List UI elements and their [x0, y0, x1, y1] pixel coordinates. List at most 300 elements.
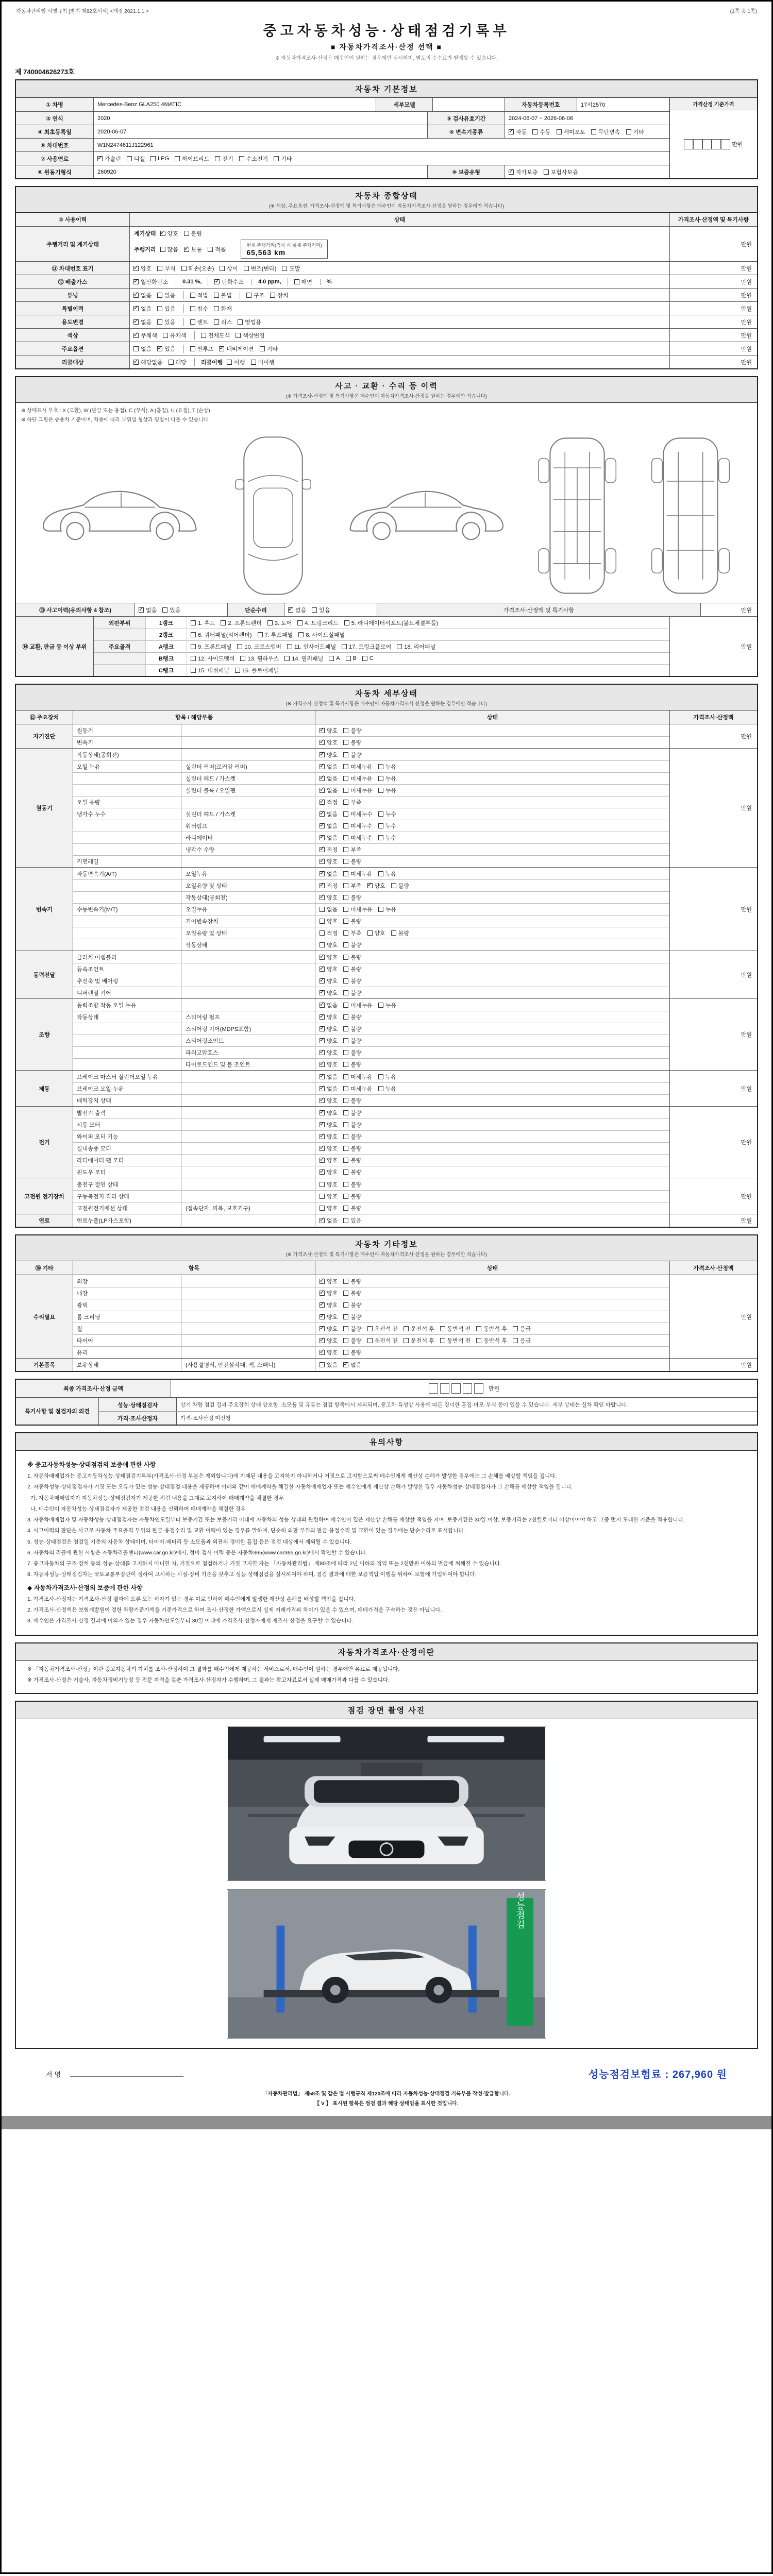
checkbox-option[interactable] — [329, 655, 340, 662]
checkbox-icon — [343, 1062, 348, 1067]
checkbox-option[interactable] — [320, 917, 338, 925]
checkbox-option[interactable] — [251, 358, 275, 366]
price-digit-box[interactable] — [712, 139, 721, 149]
checkbox-option[interactable] — [320, 1216, 338, 1225]
checkbox-option[interactable] — [133, 304, 152, 313]
checkbox-option[interactable] — [133, 318, 152, 326]
checkbox-icon — [190, 293, 195, 298]
price-digit-box[interactable] — [684, 139, 693, 149]
checkbox-option[interactable] — [343, 1156, 361, 1164]
checkbox-option[interactable] — [320, 1001, 338, 1009]
checkbox-label: 미세누수 — [350, 811, 373, 818]
checkbox-option[interactable] — [320, 1325, 338, 1333]
checkbox-option[interactable] — [246, 291, 264, 299]
checkbox-option[interactable] — [320, 774, 338, 783]
device-row — [73, 1190, 669, 1202]
checkbox-option[interactable] — [258, 631, 293, 639]
checkbox-option[interactable] — [320, 1313, 338, 1321]
checkbox-option[interactable] — [237, 642, 281, 651]
checkbox-option[interactable] — [320, 953, 338, 961]
price-digit-box[interactable] — [474, 1383, 483, 1394]
checkbox-option[interactable] — [343, 1192, 361, 1200]
checkbox-option[interactable] — [320, 1144, 338, 1153]
base-price-column — [669, 98, 757, 178]
checkbox-option[interactable] — [367, 929, 385, 937]
checkbox-option[interactable] — [320, 751, 338, 759]
checkbox-icon — [133, 319, 139, 325]
checkbox-option[interactable] — [320, 882, 338, 890]
checkbox-icon — [214, 293, 219, 298]
state-segment — [194, 331, 271, 340]
checkbox-option[interactable] — [320, 1168, 338, 1176]
price-digit-box[interactable] — [451, 1383, 461, 1394]
checkbox-option[interactable] — [157, 291, 175, 299]
checkbox-option[interactable] — [343, 1289, 361, 1297]
checkbox-option[interactable] — [220, 264, 238, 273]
checkbox-label: 없음 — [141, 292, 152, 299]
rank-label: 2랭크 — [145, 629, 187, 640]
checkbox-label: 양호 — [327, 1278, 338, 1285]
checkbox-option[interactable] — [320, 786, 338, 794]
checkbox-option[interactable] — [343, 977, 361, 985]
checkbox-option[interactable] — [378, 786, 396, 794]
section-title: 자동차 세부상태 — [355, 689, 418, 698]
accident-options — [135, 603, 227, 616]
checkbox-option[interactable] — [97, 155, 121, 163]
checkbox-option[interactable] — [343, 1084, 373, 1093]
checkbox-icon — [320, 1110, 325, 1115]
state-segment — [183, 291, 238, 299]
checkbox-option[interactable] — [344, 619, 438, 627]
checkbox-option[interactable] — [133, 358, 163, 366]
checkbox-option[interactable] — [591, 128, 620, 136]
device-name: 전기 — [16, 1107, 73, 1178]
checkbox-option[interactable] — [320, 1073, 338, 1081]
checkbox-option[interactable] — [513, 1325, 531, 1333]
checkbox-icon — [362, 656, 367, 661]
segment-caption: 0.31 %, — [182, 278, 202, 285]
subitem-label — [181, 975, 315, 987]
checkbox-option[interactable] — [297, 619, 338, 627]
checkbox-option[interactable] — [343, 834, 373, 842]
checkbox-option[interactable] — [214, 291, 232, 299]
price-digit-box[interactable] — [463, 1383, 472, 1394]
checkbox-option[interactable] — [343, 1204, 361, 1212]
checkbox-option[interactable] — [320, 857, 338, 866]
checkbox-option[interactable] — [320, 989, 338, 997]
checkbox-option[interactable] — [343, 989, 361, 997]
checkbox-option[interactable] — [320, 1301, 338, 1309]
price-digit-box[interactable] — [440, 1383, 449, 1394]
checkbox-icon — [343, 776, 348, 781]
price-digit-box[interactable] — [702, 139, 712, 149]
checkbox-icon — [320, 1038, 325, 1043]
checkbox-option[interactable] — [346, 655, 357, 662]
checkbox-option[interactable] — [320, 1013, 338, 1021]
notice-subheader: ◆ 자동차가격조사·산정의 보증에 관한 사항 — [27, 1584, 143, 1591]
checkbox-option[interactable] — [343, 798, 361, 806]
checkbox-option[interactable] — [320, 1037, 338, 1045]
checkbox-label: 있음 — [164, 306, 176, 312]
checkbox-option[interactable] — [513, 1336, 531, 1345]
checkbox-option[interactable] — [320, 1277, 338, 1285]
checkbox-icon — [270, 293, 275, 298]
notice-subheader: ※ 중고자동차성능·상태점검의 보증에 관한 사항 — [27, 1461, 156, 1468]
checkbox-option[interactable] — [284, 654, 323, 663]
checkbox-option[interactable] — [476, 1336, 507, 1345]
checkbox-option[interactable] — [320, 1180, 338, 1189]
checkbox-option[interactable] — [378, 762, 396, 771]
checkbox-option[interactable] — [343, 774, 373, 783]
checkbox-option[interactable] — [343, 1144, 361, 1153]
checkbox-option[interactable] — [320, 1025, 338, 1033]
checkbox-option[interactable] — [219, 345, 254, 353]
checkbox-option[interactable] — [214, 318, 232, 326]
price-digit-box[interactable] — [693, 139, 702, 149]
checkbox-option[interactable] — [343, 1073, 373, 1081]
signature-line[interactable] — [70, 2067, 183, 2077]
checkbox-option[interactable] — [362, 655, 374, 662]
checkbox-option[interactable] — [244, 264, 277, 273]
checkbox-option[interactable] — [367, 1336, 398, 1345]
checkbox-option[interactable] — [320, 738, 338, 747]
checkbox-option[interactable] — [157, 345, 175, 353]
checkbox-icon — [97, 156, 103, 161]
checkbox-option[interactable] — [320, 726, 338, 735]
checkbox-option[interactable] — [391, 882, 409, 890]
checkbox-option[interactable] — [343, 1060, 361, 1069]
checkbox-option[interactable] — [175, 155, 209, 163]
item-label: 유리 — [77, 1350, 88, 1356]
checkbox-option[interactable] — [320, 905, 338, 913]
checkbox-option[interactable] — [343, 929, 361, 937]
checkbox-option[interactable] — [378, 1084, 396, 1093]
price-cell: 만원 — [669, 227, 757, 261]
etc-row — [73, 1323, 669, 1334]
checkbox-icon — [320, 1074, 325, 1079]
checkbox-option[interactable] — [378, 1073, 396, 1081]
checkbox-option[interactable] — [160, 229, 178, 238]
checkbox-option[interactable] — [133, 264, 152, 273]
checkbox-option[interactable] — [343, 1025, 361, 1033]
device-name: 원동기 — [16, 749, 73, 867]
checkbox-label: 디젤 — [133, 156, 145, 162]
checkbox-option[interactable] — [343, 1037, 361, 1045]
checkbox-option[interactable] — [320, 1084, 338, 1093]
checkbox-option[interactable] — [343, 1361, 361, 1369]
checkbox-option[interactable] — [378, 774, 396, 783]
checkbox-label: 많음 — [167, 246, 178, 253]
checkbox-option[interactable] — [320, 1348, 338, 1357]
checkbox-option[interactable] — [208, 245, 226, 253]
checkbox-option[interactable] — [404, 1325, 434, 1333]
checkbox-option[interactable] — [343, 1121, 361, 1129]
checkbox-label: 없음 — [350, 1362, 362, 1368]
checkbox-label: 해당없음 — [141, 359, 163, 366]
checkbox-label: 불량 — [350, 1146, 362, 1152]
checkbox-icon — [343, 930, 348, 936]
checkbox-option[interactable] — [343, 845, 361, 854]
checkbox-option[interactable] — [320, 1109, 338, 1117]
checkbox-option[interactable] — [235, 666, 279, 674]
checkbox-option[interactable] — [343, 1048, 361, 1057]
checkbox-icon — [294, 279, 299, 284]
checkbox-option[interactable] — [343, 1348, 361, 1357]
checkbox-icon — [343, 859, 348, 864]
device-row — [73, 1214, 669, 1226]
checkbox-option[interactable] — [239, 155, 268, 163]
checkbox-option[interactable] — [343, 857, 361, 866]
checkbox-option[interactable] — [378, 905, 396, 913]
checkbox-option[interactable] — [343, 762, 373, 771]
checkbox-option[interactable] — [378, 810, 396, 818]
etc-row — [73, 1334, 669, 1346]
checkbox-option[interactable] — [343, 1180, 361, 1189]
checkbox-option[interactable] — [260, 345, 278, 353]
checkbox-option[interactable] — [320, 1121, 338, 1129]
checkbox-option[interactable] — [320, 1204, 338, 1212]
checkbox-option[interactable] — [214, 304, 232, 313]
checkbox-option[interactable] — [320, 1048, 338, 1057]
checkbox-option[interactable] — [157, 304, 175, 313]
checkbox-option[interactable] — [343, 941, 361, 949]
checkbox-option[interactable] — [343, 1132, 361, 1141]
notice-item: 8. 자동차성능·상태점검자는 국토교통부장관이 정하여 고시하는 시설·장비 기준을 갖추고 성능·상태점검을 실시하여야 하며, 점검 결과에 대한 보증책임 이행을 위하여 보험에 가입하여야 합니다. — [27, 1571, 477, 1578]
checkbox-option[interactable] — [191, 619, 215, 627]
checkbox-icon — [343, 823, 348, 828]
checkbox-option[interactable] — [238, 318, 261, 326]
device-row — [73, 868, 669, 879]
checkbox-option[interactable] — [320, 1336, 338, 1345]
checkbox-option[interactable] — [139, 606, 157, 614]
checkbox-option[interactable] — [191, 631, 252, 639]
checkbox-label: 불량 — [350, 727, 362, 734]
checkbox-option[interactable] — [320, 941, 338, 949]
checkbox-option[interactable] — [343, 1336, 361, 1345]
checkbox-option[interactable] — [343, 905, 373, 913]
state-segment — [194, 358, 280, 366]
checkbox-label: 미세누유 — [350, 1002, 373, 1009]
subitem-label — [181, 737, 315, 748]
column-header: 상태 — [129, 213, 669, 226]
checkbox-option[interactable] — [476, 1325, 507, 1333]
checkbox-icon — [274, 156, 279, 161]
usage-row — [16, 315, 757, 328]
checkbox-label: 있음 — [350, 1217, 362, 1224]
checkbox-option[interactable] — [270, 291, 288, 299]
checkbox-option[interactable] — [201, 331, 230, 340]
basic-row-year — [16, 111, 669, 125]
checkbox-option[interactable] — [343, 965, 361, 973]
checkbox-option[interactable] — [343, 1013, 361, 1021]
checkbox-option[interactable] — [320, 929, 338, 937]
checkbox-option[interactable] — [162, 606, 180, 614]
checkbox-icon — [244, 266, 249, 271]
checkbox-option[interactable] — [342, 642, 391, 651]
checkbox-option[interactable] — [127, 155, 145, 163]
checkbox-option[interactable] — [215, 155, 233, 163]
checkbox-label: 동반석 전 — [447, 1338, 471, 1344]
checkbox-option[interactable] — [343, 738, 361, 747]
checkbox-option[interactable] — [221, 619, 261, 627]
checkbox-option[interactable] — [343, 751, 361, 759]
footer-line: 【 V 】 표시된 항목은 점검 결과 해당 상태임을 표시한 것입니다. — [314, 2101, 459, 2107]
checkbox-option[interactable] — [191, 666, 229, 674]
checkbox-option[interactable] — [320, 822, 338, 830]
checkbox-option[interactable] — [378, 870, 396, 878]
checkbox-label: 불량 — [350, 967, 362, 973]
checkbox-option[interactable] — [288, 606, 306, 614]
checkbox-option[interactable] — [343, 1096, 361, 1105]
rank-label: 1랭크 — [145, 617, 187, 629]
section-header: 자동차 기본정보 — [16, 80, 757, 98]
checkbox-option[interactable] — [133, 331, 157, 340]
checkbox-option[interactable] — [343, 1313, 361, 1321]
checkbox-option[interactable] — [184, 245, 202, 253]
checkbox-option[interactable] — [397, 642, 435, 651]
checkbox-option[interactable] — [312, 606, 330, 614]
checkbox-option[interactable] — [509, 168, 538, 176]
checkbox-option[interactable] — [343, 953, 361, 961]
checkbox-icon — [236, 333, 241, 338]
field-label: ③ 검사유효기간 — [427, 112, 505, 125]
checkbox-option[interactable] — [160, 245, 178, 253]
checkbox-option[interactable] — [378, 1001, 396, 1009]
item-label: 연료누출(LP가스포함) — [77, 1217, 131, 1224]
checkbox-option[interactable] — [181, 264, 214, 273]
checkbox-option[interactable] — [236, 331, 265, 340]
checkbox-option[interactable] — [157, 318, 175, 326]
checkbox-option[interactable] — [320, 1060, 338, 1069]
checkbox-option[interactable] — [320, 1361, 338, 1369]
checkbox-option[interactable] — [163, 331, 187, 340]
checkbox-option[interactable] — [294, 278, 312, 286]
checkbox-icon — [133, 306, 139, 311]
checkbox-label: 양호 — [327, 1338, 338, 1344]
checkbox-label: 양호 — [327, 919, 338, 925]
checkbox-option[interactable] — [544, 168, 578, 176]
checkbox-icon — [320, 1314, 325, 1319]
checkbox-label: 구조 — [254, 292, 265, 299]
checkbox-option[interactable] — [343, 1325, 361, 1333]
checkbox-option[interactable] — [343, 882, 361, 890]
checkbox-option[interactable] — [267, 619, 292, 627]
checkbox-option[interactable] — [190, 318, 208, 326]
checkbox-option[interactable] — [509, 128, 527, 136]
checkbox-option[interactable] — [240, 654, 279, 663]
insurance-fee-value: 267,960 원 — [672, 2069, 727, 2081]
checkbox-option[interactable] — [320, 1192, 338, 1200]
checkbox-option[interactable] — [214, 278, 244, 286]
checkbox-option[interactable] — [557, 128, 586, 136]
checkbox-option[interactable] — [367, 882, 385, 890]
checkbox-label: 부족 — [350, 883, 362, 889]
rank-label: A랭크 — [145, 641, 187, 652]
checkbox-icon — [320, 847, 325, 852]
checkbox-option[interactable] — [378, 834, 396, 842]
checkbox-option[interactable] — [343, 870, 373, 878]
checkbox-option[interactable] — [343, 822, 373, 830]
checkbox-option[interactable] — [157, 264, 175, 273]
checkbox-label: 양호 — [327, 1098, 338, 1104]
device-row — [73, 891, 669, 903]
checkbox-option[interactable] — [184, 229, 202, 238]
checkbox-option[interactable] — [532, 128, 550, 136]
checkbox-option[interactable] — [343, 1277, 361, 1285]
checkbox-option[interactable] — [378, 822, 396, 830]
notice-item: 1. 가격조사·산정자는 가격조사·산정 결과에 오류 또는 하자가 있는 경우 이로 인하여 매수인에게 발생한 재산상 손해를 배상할 책임을 집니다. — [27, 1596, 356, 1602]
checkbox-option[interactable] — [367, 1325, 398, 1333]
checkbox-label: 보통 — [191, 246, 203, 253]
checkbox-option[interactable] — [190, 345, 214, 353]
basic-row-first-reg — [16, 125, 669, 138]
checkbox-option[interactable] — [343, 893, 361, 902]
checkbox-option[interactable] — [320, 834, 338, 842]
checkbox-option[interactable] — [150, 156, 169, 162]
checkbox-option[interactable] — [440, 1336, 471, 1345]
price-digit-box[interactable] — [721, 139, 730, 149]
checkbox-option[interactable] — [320, 977, 338, 985]
field-label: ⑦ 사용연료 — [16, 152, 93, 165]
checkbox-option[interactable] — [391, 929, 409, 937]
checkbox-option[interactable] — [320, 870, 338, 878]
checkbox-option[interactable] — [343, 726, 361, 735]
checkbox-option[interactable] — [274, 155, 292, 163]
checkbox-option[interactable] — [320, 893, 338, 902]
checkbox-option[interactable] — [190, 291, 208, 299]
checkbox-option[interactable] — [343, 1168, 361, 1176]
checkbox-option[interactable] — [227, 358, 245, 366]
checkbox-option[interactable] — [191, 642, 231, 651]
checkbox-option[interactable] — [343, 786, 373, 794]
checkbox-label: 불량 — [350, 1062, 362, 1068]
checkbox-option[interactable] — [320, 1132, 338, 1141]
checkbox-option[interactable] — [343, 1301, 361, 1309]
checkbox-option[interactable] — [343, 810, 373, 818]
checkbox-option[interactable] — [320, 762, 338, 771]
checkbox-option[interactable] — [282, 264, 300, 273]
checkbox-option[interactable] — [169, 358, 187, 366]
checkbox-option[interactable] — [343, 1001, 373, 1009]
checkbox-option[interactable] — [343, 917, 361, 925]
checkbox-option[interactable] — [320, 845, 338, 854]
column-header: 가격조사·산정액 및 특기사항 — [669, 213, 757, 226]
checkbox-icon — [343, 1338, 348, 1343]
checkbox-option[interactable] — [320, 1289, 338, 1297]
checkbox-option[interactable] — [298, 631, 345, 639]
checkbox-option[interactable] — [343, 1216, 361, 1225]
checkbox-option[interactable] — [190, 304, 208, 313]
checkbox-option[interactable] — [133, 345, 152, 353]
checkbox-option[interactable] — [343, 1109, 361, 1117]
checkbox-option[interactable] — [320, 1156, 338, 1164]
price-digit-box[interactable] — [429, 1383, 438, 1394]
checkbox-option[interactable] — [191, 654, 234, 663]
checkbox-option[interactable] — [320, 798, 338, 806]
subitem-label — [181, 796, 315, 808]
checkbox-option[interactable] — [133, 291, 152, 299]
checkbox-option[interactable] — [626, 128, 644, 136]
checkbox-option[interactable] — [320, 810, 338, 818]
checkbox-icon — [320, 1338, 325, 1343]
checkbox-option[interactable] — [440, 1325, 471, 1333]
checkbox-option[interactable] — [404, 1336, 434, 1345]
checkbox-option[interactable] — [133, 278, 168, 286]
checkbox-option[interactable] — [320, 1096, 338, 1105]
checkbox-icon — [320, 1146, 325, 1151]
checkbox-option[interactable] — [320, 965, 338, 973]
checkbox-option[interactable] — [287, 642, 336, 651]
